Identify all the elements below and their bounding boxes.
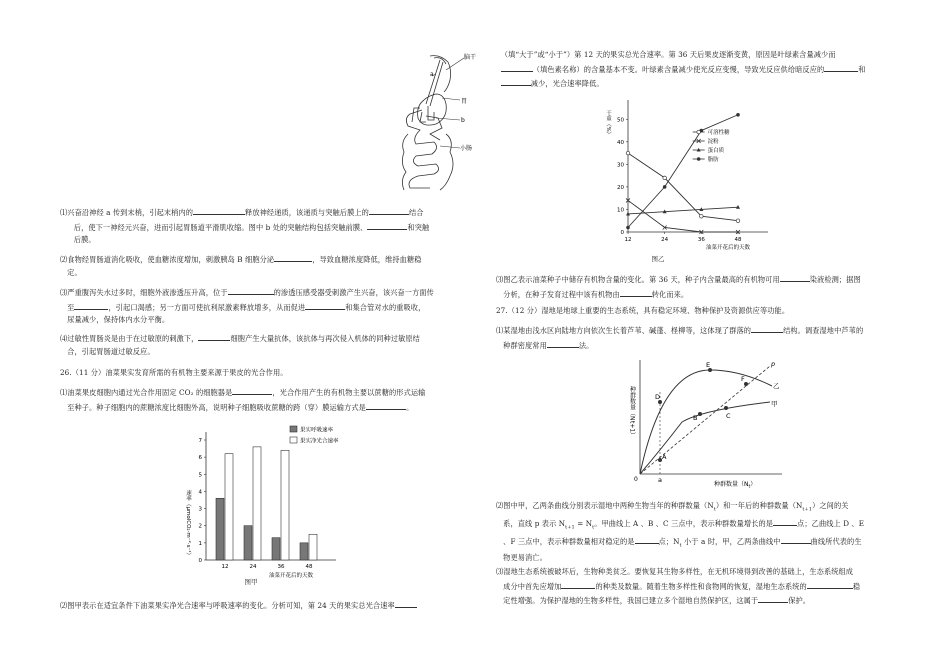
label-curve-yi: 乙 (773, 382, 780, 390)
series-point-0 (663, 176, 667, 180)
question-25-1: ⑴兴奋沿神经 a 传到末梢，引起末梢内的 释放神经递质，该递质与突触后膜上的 结合 后，使下一神经元兴奋，进而引起胃肠道平滑肌收缩。图中 b 处的突触结构包括突触前膜、 和突触 后膜。 (60, 205, 481, 247)
label-a: a (430, 71, 434, 78)
x-tick-label-b: 36 (697, 237, 705, 243)
chart-b-caption: 图乙 (651, 255, 665, 263)
label-point-c: C (726, 412, 731, 420)
chart-figure-b (598, 96, 798, 256)
legend-swatch-a (290, 426, 297, 432)
y-tick-label-a: 4 (198, 489, 202, 496)
x-tick-label-b: 12 (624, 237, 632, 243)
question-27-1: ⑴某湿地由浅水区向陆地方向依次生长着芦苇、碱蓬、柽柳等，这体现了群落的 结构。调查湿地中芦苇的 种群密度常用 法。 (496, 323, 916, 352)
y-tick-label-b: 0 (620, 230, 624, 236)
x-axis-label-a: 油菜开花后的天数 (268, 573, 314, 579)
legend-label-b: 淀粉 (707, 139, 719, 145)
question-25-4: ⑷过敏性胃肠炎是由于在过敏原的刺激下， 细胞产生大量抗体，该抗体与再次侵入机体的同种过敏原结 合，引起胃肠道过敏反应。 (60, 331, 472, 358)
digestive-system-figure (380, 48, 500, 198)
series-line-1 (628, 200, 738, 232)
bar-respiration (244, 526, 252, 560)
legend-marker-b (697, 130, 701, 134)
legend-swatch-a (290, 437, 297, 443)
y-axis-label: 种群数量（N t+1 ） (628, 386, 636, 438)
question-26-3: ⑶图乙表示油菜种子中储存有机物含量的变化。第 36 天，种子内含量最高的有机物可用 染液检测；据图 分析，在种子发育过程中该有机物由 转化而来。 (496, 272, 916, 301)
label-small-intestine: 小肠 (460, 145, 473, 152)
x-tick-label-a: 48 (305, 564, 313, 570)
bar-net-photosynthesis (225, 454, 233, 560)
point-b (698, 412, 702, 416)
y-tick-label-a: 7 (198, 438, 202, 444)
label-brainstem: 脑干 (464, 54, 477, 61)
y-tick-label-a: 5 (198, 472, 202, 479)
question-26-1: ⑴油菜果皮细胞内通过光合作用固定 CO₂ 的细胞器是 ，光合作用产生的有机物主要以蔗糖的形式运输 至种子。种子细胞内的蔗糖浓度比细胞外高，说明种子细胞吸收蔗糖的跨（穿）膜运输方式是 。 (60, 385, 472, 414)
x-axis-label: 种群数量$(N_t)$ (714, 481, 757, 490)
series-point-0 (736, 219, 740, 223)
y-axis-label-b: 干重（%） (605, 110, 611, 138)
y-tick-label-b: 20 (617, 184, 624, 191)
x-tick-label-a: 36 (277, 564, 285, 570)
line-p (640, 366, 770, 474)
y-tick-label-a: 0 (198, 558, 202, 564)
series-point-0 (700, 214, 704, 218)
y-tick-label-b: 30 (617, 162, 624, 169)
series-point-3 (626, 226, 630, 230)
bar-respiration (272, 538, 280, 560)
question-25-3: ⑶严重腹泻失水过多时，细胞外液渗透压升高，位于 的渗透压感受器受刺激产生兴奋，该兴奋一方面传 至 ，引起口渴感；另一方面可使抗利尿激素释放增多，从而促进 和集合管对水的重吸收， 尿量减少，保持体内水分平衡。 (60, 285, 472, 327)
question-26-stem: 26.（11 分）油菜果实发育所需的有机物主要来源于果皮的光合作用。 (60, 368, 288, 377)
question-27-3: ⑶湿地生态系统被破坏后，生物种类贫乏。要恢复其生物多样性，在无机环境得到改善的基础上，生态系统组成 成分中首先应增加 的种类及数量。随着生物多样性和食物网的恢复，湿地生态系统的 稳 定性增强。为保护湿地的生物多样性，我国已建立多个湿地自然保护区，这属于 保护。 (496, 567, 861, 605)
question-27-2: ⑵图中甲，乙两条曲线分别表示湿地中两种生物当年的种群数量$(N_t)$和一年后的种群数量$(N_{t+1})$之间的关 系，直线 p 表示 $N_{t+1} = N_t$。甲曲线上 A 、B 、C 三点中，表示种群数量增长的是 点；乙曲线上 D 、E 、F 三点中，表示种群数量相对稳定的是 点；$N_t$ 小于 a 时，甲，乙两条曲线中 曲线所代表的生 物更易消亡。 (496, 501, 865, 562)
series-line-2 (628, 207, 738, 214)
series-point-3 (736, 113, 740, 117)
x-tick-label-b: 48 (734, 237, 742, 243)
label-origin: 0 (634, 476, 638, 483)
legend-label-b: 蛋白质 (707, 148, 725, 154)
question-26-2-cont: （填“大于”或“小于”）第 12 天的果实总光合速率。第 36 天后果皮逐渐变黄，原因是叶绿素含量减少而 （填色素名称）的含量基本不变。叶绿素含量减少使光反应变慢，导致光反应供给暗反应的 和 减少，光合速率降低。 (500, 50, 866, 88)
chart-figure-a (170, 418, 360, 583)
label-b: b (461, 117, 465, 124)
label-line-p: p (771, 360, 776, 368)
label-point-f: F (741, 375, 745, 383)
y-tick-label-b: 40 (617, 139, 624, 146)
label-curve-jia: 甲 (771, 400, 778, 408)
legend-marker-b (697, 157, 701, 161)
legend-label-b: 脂肪 (707, 157, 719, 163)
label-point-a: A (662, 453, 667, 461)
legend-label-a: 果实呼吸速率 (300, 427, 334, 434)
label-point-e: E (706, 361, 711, 369)
question-27-stem: 27.（12 分）湿地是地球上重要的生态系统，具有稳定环境、物种保护及资源供应等功能。 (496, 306, 790, 315)
bar-net-photosynthesis (309, 534, 317, 560)
bar-net-photosynthesis (253, 447, 261, 560)
label-point-d: D (655, 393, 661, 401)
label-axis-a: a (658, 476, 662, 484)
chart-a-caption: 图甲 (244, 578, 258, 586)
label-point-b: B (693, 414, 698, 422)
y-tick-label-a: 2 (198, 523, 202, 530)
x-tick-label-a: 12 (221, 564, 229, 570)
y-axis-label-a: 速率（μmolCO₂·m⁻²·s⁻¹） (185, 490, 191, 559)
bar-respiration (300, 543, 308, 560)
x-tick-label-b: 24 (661, 237, 669, 243)
y-tick-label-a: 3 (198, 506, 202, 513)
bar-net-photosynthesis (281, 450, 289, 560)
x-tick-label-a: 24 (249, 564, 257, 570)
series-point-3 (663, 185, 667, 189)
series-point-0 (626, 151, 630, 155)
label-stomach: 胃 (461, 98, 468, 105)
y-tick-label-a: 1 (198, 540, 202, 547)
x-axis-label-b: 油菜开花后的天数 (705, 245, 751, 251)
y-tick-label-b: 50 (617, 117, 624, 124)
bar-respiration (216, 498, 224, 560)
y-tick-label-a: 6 (198, 455, 202, 462)
legend-label-a: 果实净光合速率 (300, 438, 339, 445)
question-25-2: ⑵食物经胃肠道消化吸收，使血糖浓度增加，刺激胰岛 B 细胞分泌 ，导致血糖浓度降低，维持血糖稳 定。 (60, 252, 472, 279)
question-26-2: ⑵图甲表示在适宜条件下油菜果实净光合速率与呼吸速率的变化。分析可知，第 24 天的果实总光合速率 (60, 598, 472, 613)
population-graph (622, 356, 792, 491)
y-tick-label-b: 10 (617, 207, 624, 214)
point-c (724, 406, 728, 410)
legend-label-b: 可溶性糖 (707, 130, 730, 136)
